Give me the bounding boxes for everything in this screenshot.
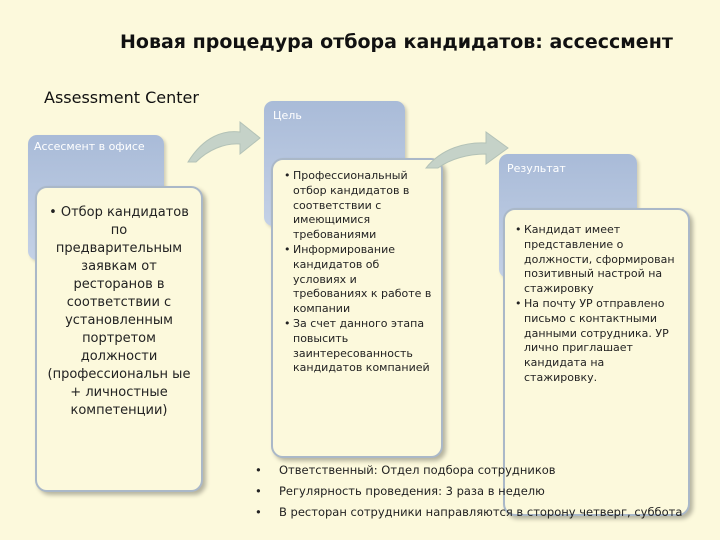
stage2-list	[284, 169, 433, 376]
stage3-header-label: Результат	[507, 162, 566, 175]
footer-item-responsible: • Ответственный: Отдел подбора сотрудников	[255, 463, 682, 484]
stage3-item: • Кандидат имеет представление о должности, сформирован позитивный настрой на стажировку	[515, 223, 680, 297]
footer-item-schedule: • В ресторан сотрудники направляются в сторону четверг, суббота	[255, 505, 682, 526]
stage1-card	[35, 186, 203, 492]
arrow-1-icon	[186, 118, 262, 164]
stage3-list	[515, 223, 680, 386]
stage2-header-label: Цель	[273, 109, 302, 122]
page-title: Новая процедура отбора кандидатов: ассессмент	[120, 31, 673, 53]
stage1-text: • Отбор кандидатов по предварительным заявкам от ресторанов в соответствии с установленным портретом должности (профессиональн ые + личностные компетенции)	[47, 205, 191, 418]
stage3-item: • На почту УР отправлено письмо с контактными данными сотрудника. УР лично приглашает кандидата на стажировку.	[515, 297, 680, 386]
footer-list	[255, 463, 682, 526]
stage2-item: • Информирование кандидатов об условиях и требованиях к работе в компании	[284, 243, 433, 317]
stage1-header-label: Ассесмент в офисе	[34, 140, 145, 153]
footer-item-frequency: • Регулярность проведения: 3 раза в неделю	[255, 484, 682, 505]
stage2-item: • Профессиональный отбор кандидатов в соответствии с имеющимися требованиями	[284, 169, 433, 243]
stage2-card	[271, 158, 443, 458]
page-subtitle: Assessment Center	[44, 88, 199, 107]
arrow-2-icon	[424, 128, 510, 172]
stage2-item: • За счет данного этапа повысить заинтересованность кандидатов компанией	[284, 317, 433, 376]
